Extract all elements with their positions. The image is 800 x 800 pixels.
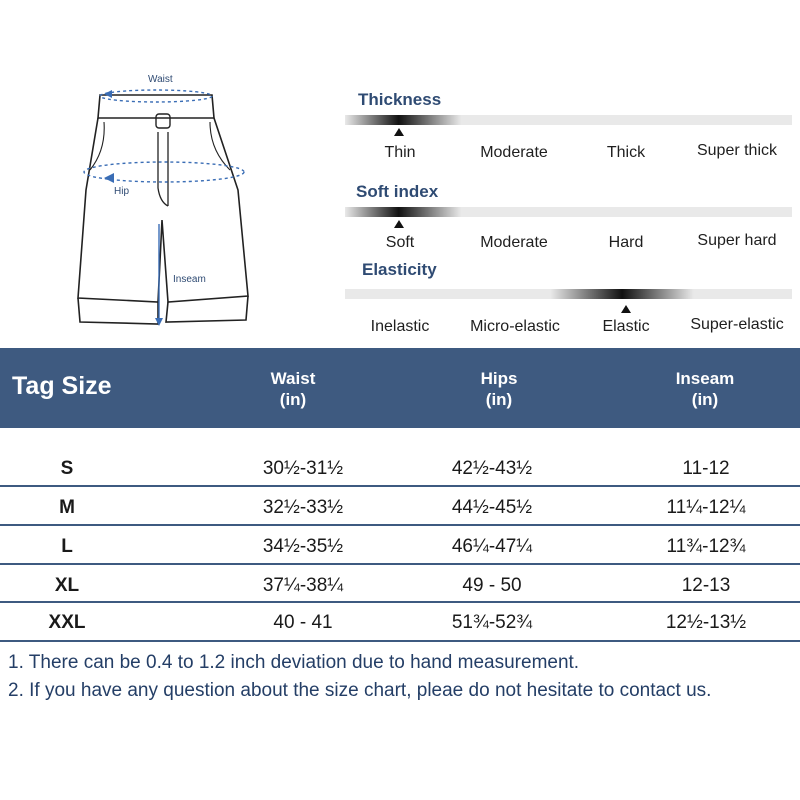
- inseam-cell: 11-12: [682, 458, 730, 479]
- thickness-track: [345, 115, 792, 125]
- shorts-illustration: [60, 70, 260, 340]
- elasticity-option: Inelastic: [370, 318, 430, 335]
- table-row: [0, 566, 800, 604]
- elasticity-marker: [621, 305, 631, 313]
- size-cell: XXL: [48, 612, 86, 633]
- inseam-cell: 11¼-12¼: [666, 497, 746, 518]
- soft-index-track: [345, 207, 792, 217]
- waist-header-unit: (in): [279, 390, 307, 409]
- hips-header-unit: (in): [485, 390, 513, 409]
- soft-index-title: Soft index: [356, 182, 439, 201]
- size-cell: M: [59, 497, 75, 518]
- hips-header-label: Hips: [480, 369, 518, 388]
- waist-cell: 34½-35½: [262, 536, 344, 557]
- row-divider: [0, 485, 800, 487]
- hips-cell: 44½-45½: [451, 497, 533, 518]
- inseam-header-label: Inseam: [675, 369, 735, 388]
- table-row: [0, 449, 800, 487]
- inseam-cell: 11¾-12¾: [666, 536, 746, 557]
- inseam-label: Inseam: [173, 274, 206, 285]
- waist-cell: 30½-31½: [262, 458, 344, 479]
- hips-cell: 46¼-47¼: [451, 536, 533, 557]
- hips-cell: 42½-43½: [451, 458, 533, 479]
- thickness-marker: [394, 128, 404, 136]
- thickness-option: Thin: [384, 144, 416, 161]
- hips-header: [439, 368, 559, 410]
- waist-header: [233, 368, 353, 410]
- table-row: [0, 527, 800, 565]
- thickness-title: Thickness: [358, 90, 442, 109]
- inseam-cell: 12½-13½: [665, 612, 747, 633]
- soft-index-option: Super hard: [697, 232, 777, 249]
- soft-index-option: Hard: [608, 234, 644, 251]
- inseam-cell: 12-13: [681, 575, 731, 596]
- row-divider: [0, 524, 800, 526]
- row-divider: [0, 563, 800, 565]
- elasticity-option: Super-elastic: [690, 316, 784, 333]
- soft-index-option: Soft: [385, 234, 415, 251]
- thickness-option: Super thick: [696, 142, 778, 159]
- hips-cell: 49 - 50: [462, 575, 522, 596]
- tag-size-header: Tag Size: [12, 372, 112, 400]
- hips-cell: 51¾-52¾: [451, 612, 533, 633]
- waist-cell: 37¼-38¼: [262, 575, 344, 596]
- size-cell: S: [60, 458, 74, 479]
- note-line: 2. If you have any question about the size chart, pleae do not hesitate to contact us.: [8, 680, 712, 701]
- row-divider: [0, 640, 800, 642]
- elasticity-title: Elasticity: [362, 260, 437, 279]
- inseam-header: [645, 368, 765, 410]
- soft-index-option: Moderate: [480, 234, 548, 251]
- waist-label: Waist: [148, 74, 173, 85]
- waist-cell: 32½-33½: [262, 497, 344, 518]
- table-row: [0, 488, 800, 526]
- elasticity-option: Elastic: [602, 318, 650, 335]
- waist-cell: 40 - 41: [273, 612, 333, 633]
- note-line: 1. There can be 0.4 to 1.2 inch deviation due to hand measurement.: [8, 652, 580, 673]
- elasticity-option: Micro-elastic: [470, 318, 560, 335]
- thickness-option: Thick: [606, 144, 646, 161]
- soft-index-marker: [394, 220, 404, 228]
- waist-header-label: Waist: [270, 369, 316, 388]
- size-cell: L: [61, 536, 73, 557]
- elasticity-track: [345, 289, 792, 299]
- size-cell: XL: [54, 575, 80, 596]
- hip-label: Hip: [114, 186, 130, 197]
- table-row: [0, 603, 800, 641]
- inseam-header-unit: (in): [691, 390, 719, 409]
- thickness-option: Moderate: [480, 144, 548, 161]
